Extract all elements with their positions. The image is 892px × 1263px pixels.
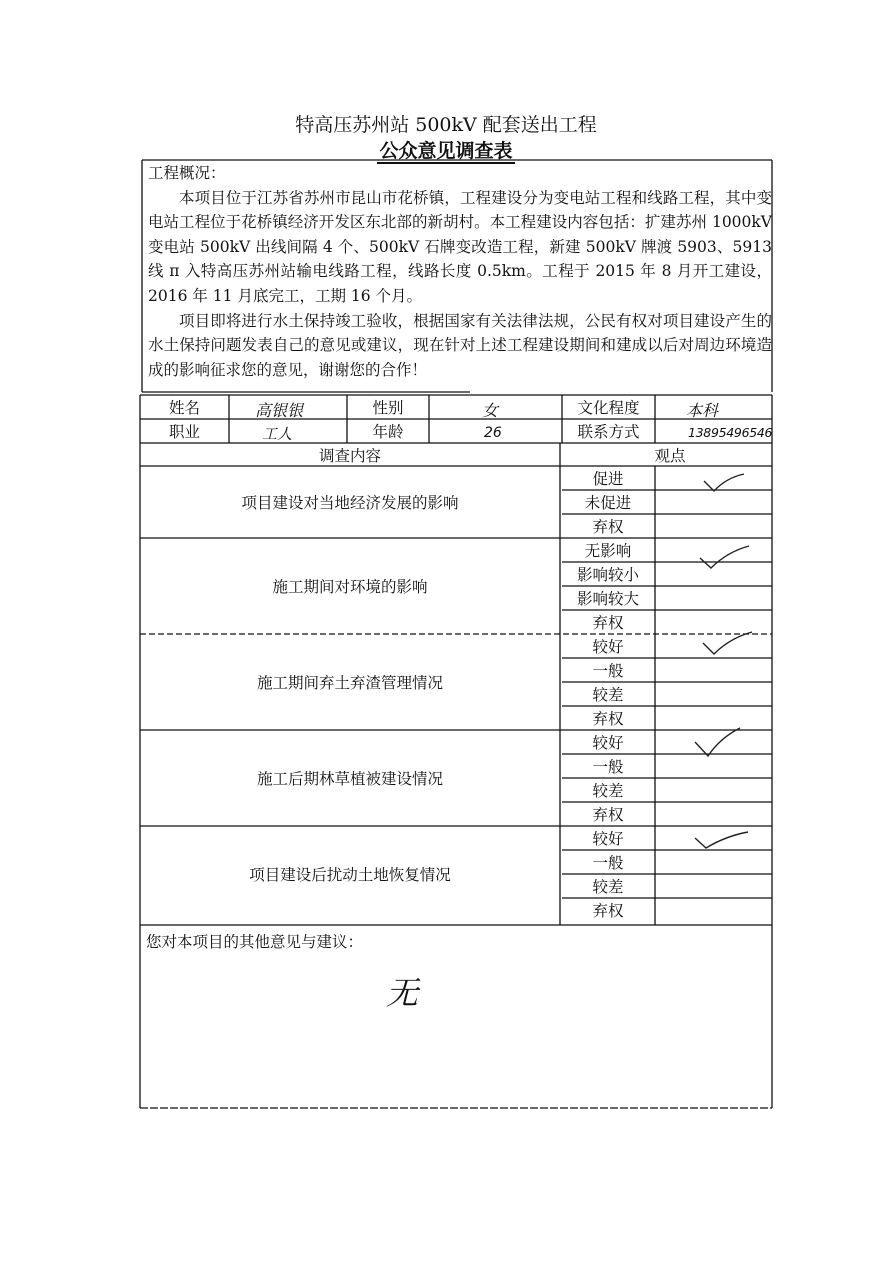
job-value: 工人 [262,425,293,443]
option-label: 较差 [592,782,624,800]
option-label: 较好 [592,734,624,752]
option-label: 较差 [592,878,624,896]
option-label: 一般 [592,662,624,680]
check-mark-icon [700,630,756,658]
option-label: 弃权 [592,806,624,824]
other-opinions-value: 无 [386,974,419,1012]
option-label: 无影响 [584,542,632,560]
education-value: 本科 [686,401,719,420]
survey-header: 调查内容 [318,447,381,465]
age-label: 年龄 [372,423,404,441]
gender-value: 女 [482,401,499,420]
option-label: 较差 [592,686,624,704]
education-label: 文化程度 [577,399,640,417]
overview-paragraph-2: 项目即将进行水土保持竣工验收，根据国家有关法律法规，公民有权对项目建设产生的水土保持问题发表自己的意见或建议，现在针对上述工程建设期间和建成以后对周边环境造成的影响征求您的意见，谢谢您的合作！ [148,311,772,379]
option-label: 一般 [592,854,624,872]
check-mark-icon [700,472,750,494]
option-label: 弃权 [592,902,624,920]
name-label: 姓名 [168,399,200,417]
opinion-header: 观点 [654,447,686,465]
option-label: 未促进 [584,494,632,512]
other-opinions-label: 您对本项目的其他意见与建议： [146,933,364,951]
option-label: 一般 [592,758,624,776]
option-label: 促进 [592,470,624,488]
question-topic: 施工期间对环境的影响 [272,578,428,596]
name-value: 高银银 [255,401,304,420]
question-topic: 项目建设对当地经济发展的影响 [241,494,459,512]
age-value: 26 [484,425,502,441]
gender-label: 性别 [372,399,404,417]
overview-heading: 工程概况： [148,164,226,182]
overview-paragraph-1: 本项目位于江苏省苏州市昆山市花桥镇，工程建设分为变电站工程和线路工程，其中变电站工程位于花桥镇经济开发区东北部的新胡村。本工程建设内容包括：扩建苏州 1000kV 变电站 500kV 出线间隔 4 个、500kV 石牌变改造工程，新建 500kV 牌渡 5903、5913 线 π 入特高压苏州站输电线路工程，线路长度 0.5km。工程于 2015 年 8 月开工建设，2016 年 11 月底完工，工期 16 个月。 [148,188,772,305]
check-mark-icon [692,726,744,760]
contact-label: 联系方式 [577,423,640,441]
check-mark-icon [692,828,752,852]
job-label: 职业 [168,423,200,441]
question-topic: 施工期间弃土弃渣管理情况 [256,674,443,692]
option-label: 弃权 [592,710,624,728]
check-mark-icon [697,544,753,572]
option-label: 弃权 [592,518,624,536]
option-label: 较好 [592,830,624,848]
option-label: 弃权 [592,614,624,632]
contact-value: 13895496546 [688,425,773,440]
option-label: 较好 [592,638,624,656]
question-topic: 项目建设后扰动土地恢复情况 [249,866,451,884]
document-subtitle: 公众意见调查表 [379,140,513,162]
question-topic: 施工后期林草植被建设情况 [256,770,443,788]
option-label: 影响较大 [576,590,639,608]
document-title: 特高压苏州站 500kV 配套送出工程 [295,114,597,136]
option-label: 影响较小 [576,566,639,584]
